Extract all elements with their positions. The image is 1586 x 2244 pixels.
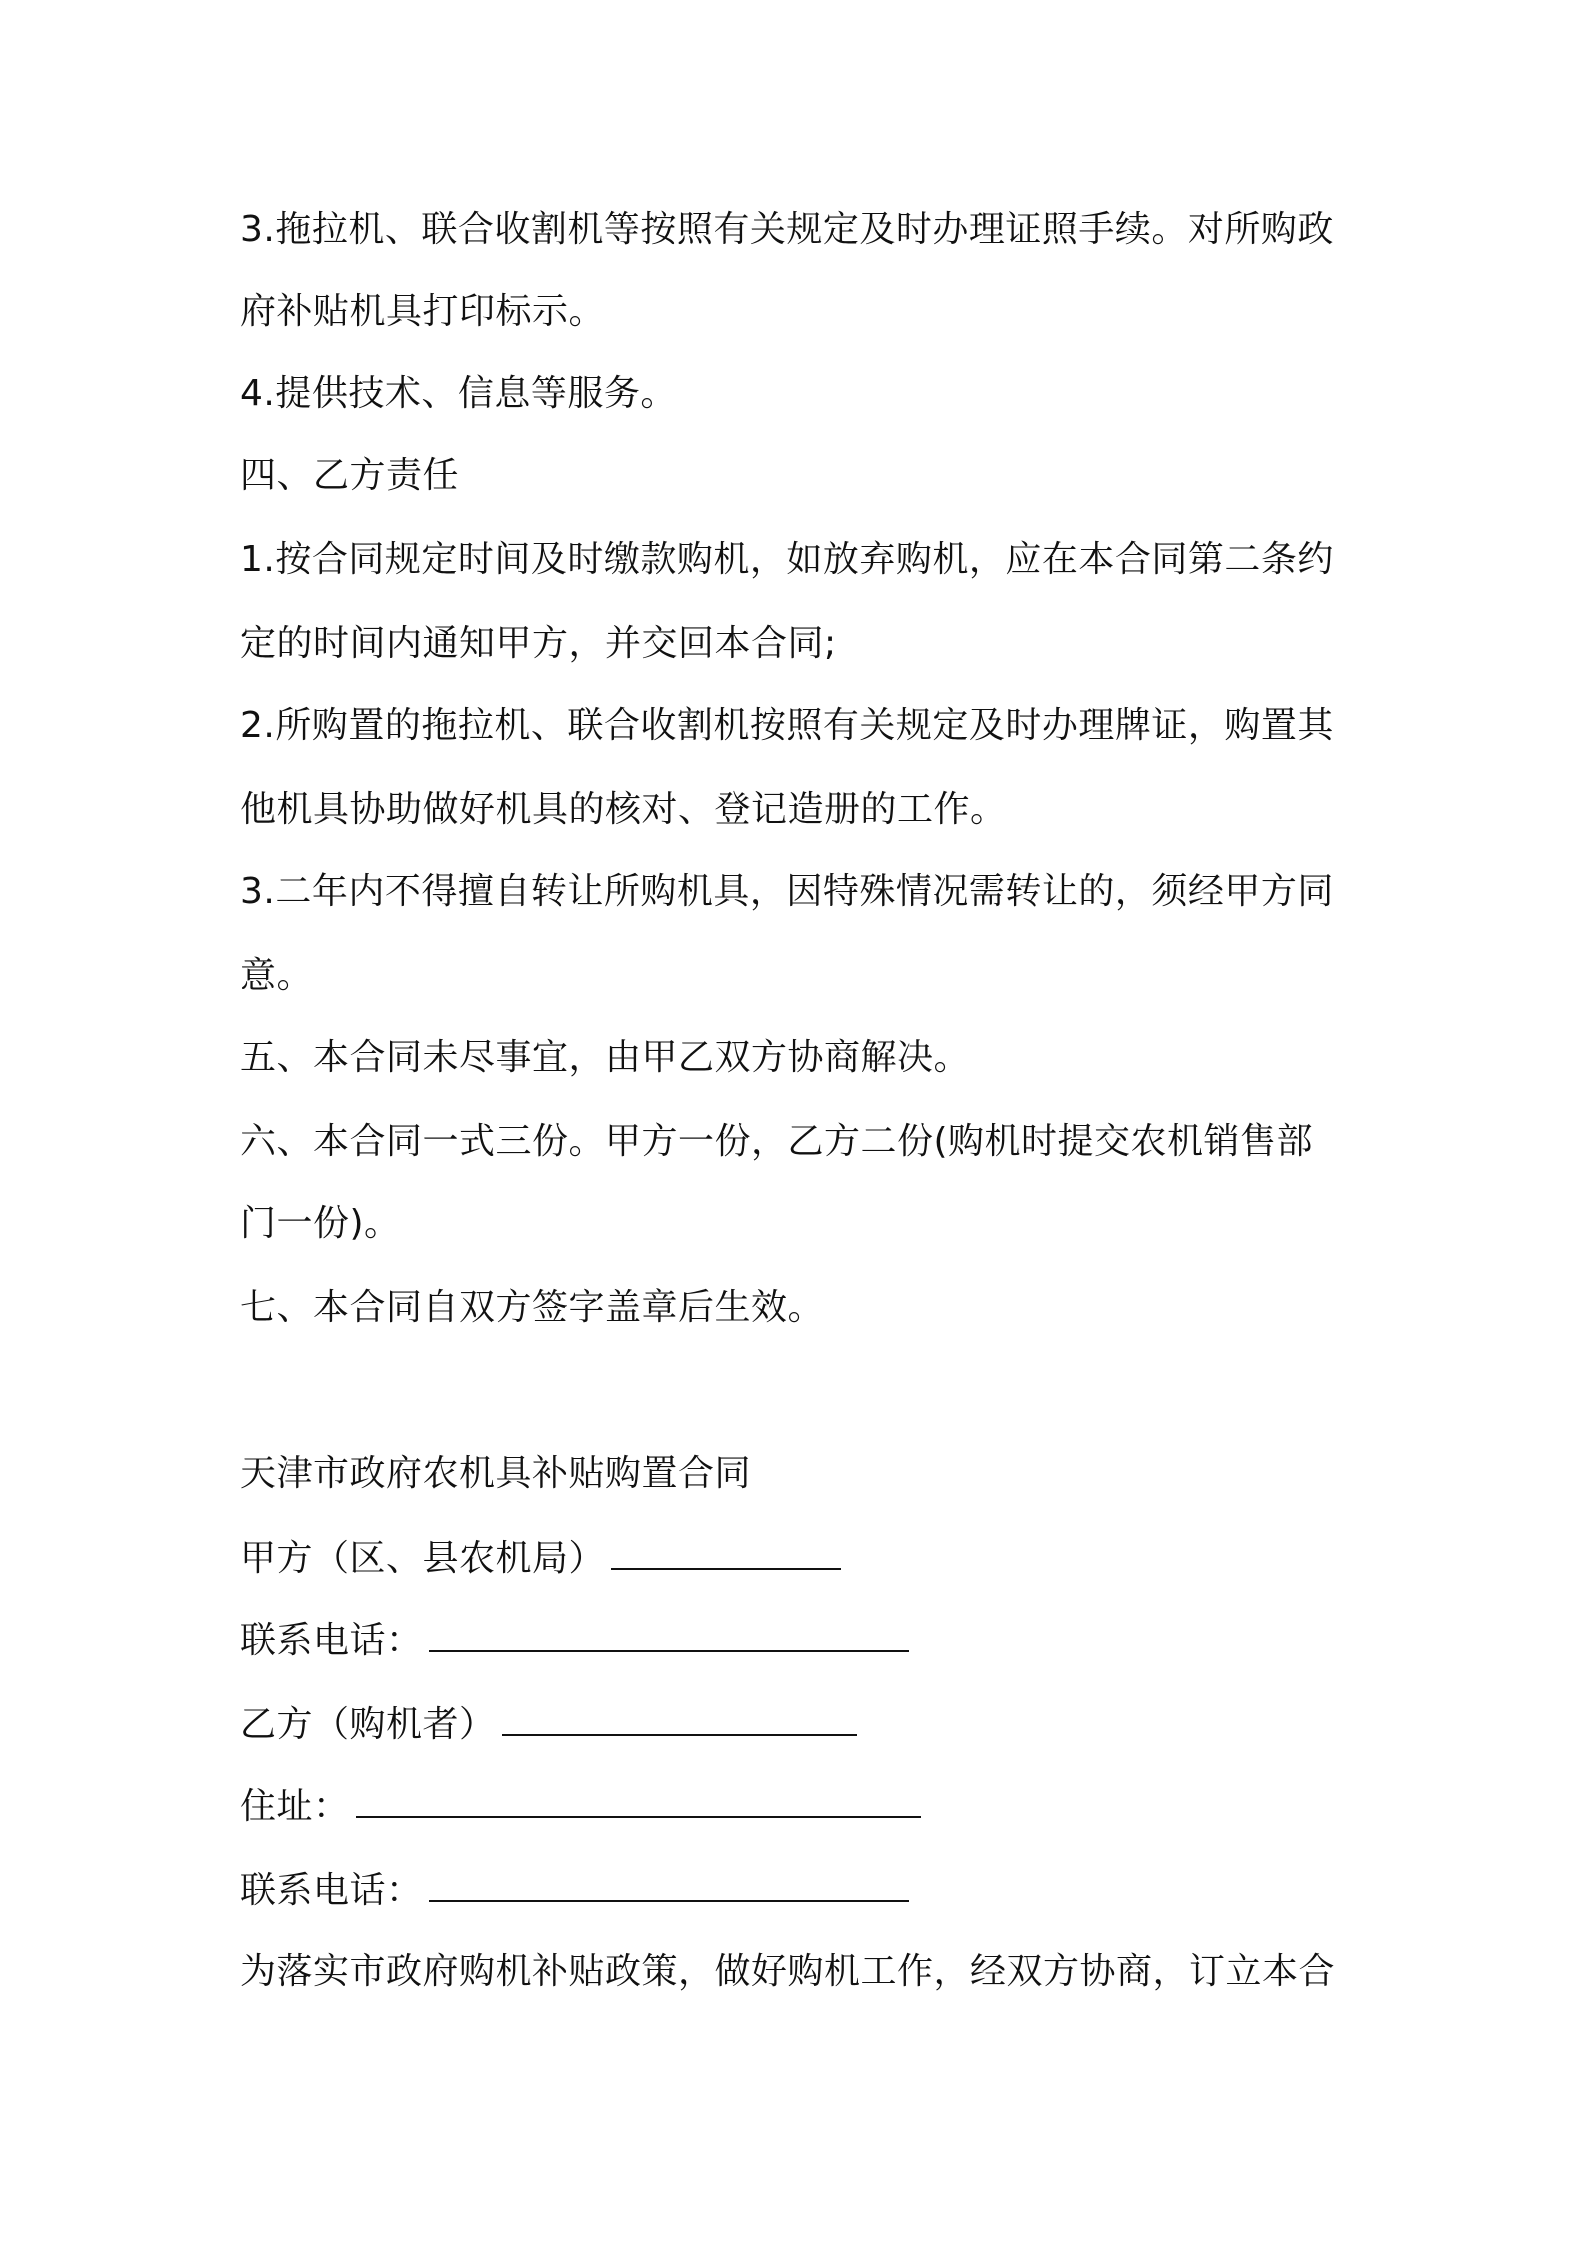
section-heading-party-b-duties: 四、乙方责任 bbox=[240, 455, 460, 496]
clause-b2-line2: 他机具协助做好机具的核对、登记造册的工作。 bbox=[240, 789, 1007, 830]
section-six-line2: 门一份)。 bbox=[240, 1203, 401, 1244]
party-b-blank[interactable] bbox=[502, 1700, 857, 1736]
party-b-address-label: 住址： bbox=[240, 1786, 350, 1827]
party-b-address-row bbox=[240, 1782, 1360, 1831]
party-b-row bbox=[240, 1700, 1360, 1749]
party-a-row bbox=[240, 1534, 1360, 1583]
clause-b3-line2: 意。 bbox=[240, 955, 314, 996]
section-seven: 七、本合同自双方签字盖章后生效。 bbox=[240, 1287, 825, 1328]
party-a-blank[interactable] bbox=[611, 1534, 841, 1570]
section-five: 五、本合同未尽事宜，由甲乙双方协商解决。 bbox=[240, 1037, 971, 1078]
party-b-label: 乙方（购机者） bbox=[240, 1704, 496, 1745]
clause-b2-line1: 2.所购置的拖拉机、联合收割机按照有关规定及时办理牌证，购置其 bbox=[240, 705, 1334, 746]
party-b-phone-label: 联系电话： bbox=[240, 1870, 423, 1911]
party-a-label: 甲方（区、县农机局） bbox=[240, 1538, 606, 1579]
clause-a4: 4.提供技术、信息等服务。 bbox=[240, 373, 677, 414]
party-a-phone-blank[interactable] bbox=[429, 1616, 909, 1652]
clause-a3-line1: 3.拖拉机、联合收割机等按照有关规定及时办理证照手续。对所购政 bbox=[240, 209, 1334, 250]
contract-title: 天津市政府农机具补贴购置合同 bbox=[240, 1453, 752, 1494]
clause-a3-line2: 府补贴机具打印标示。 bbox=[240, 291, 606, 332]
clause-b1-line2: 定的时间内通知甲方，并交回本合同; bbox=[240, 623, 837, 664]
party-a-phone-row bbox=[240, 1616, 1360, 1665]
party-b-address-blank[interactable] bbox=[356, 1782, 921, 1818]
clause-b3-line1: 3.二年内不得擅自转让所购机具，因特殊情况需转让的，须经甲方同 bbox=[240, 871, 1334, 912]
party-b-phone-row bbox=[240, 1866, 1360, 1915]
party-b-phone-blank[interactable] bbox=[429, 1866, 909, 1902]
party-a-phone-label: 联系电话： bbox=[240, 1620, 423, 1661]
preamble-line: 为落实市政府购机补贴政策，做好购机工作，经双方协商，订立本合 bbox=[240, 1951, 1336, 1992]
clause-b1-line1: 1.按合同规定时间及时缴款购机，如放弃购机，应在本合同第二条约 bbox=[240, 539, 1334, 580]
section-six-line1: 六、本合同一式三份。甲方一份，乙方二份(购机时提交农机销售部 bbox=[240, 1121, 1314, 1162]
